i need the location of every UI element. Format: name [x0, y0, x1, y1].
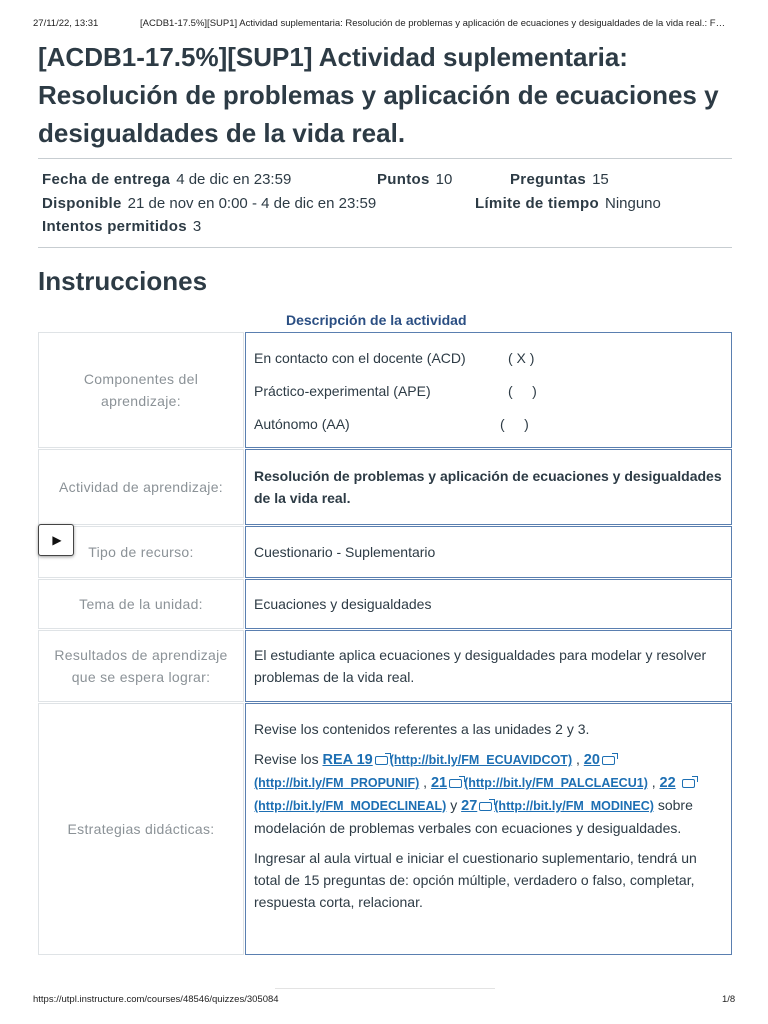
external-link-icon — [682, 779, 695, 788]
component-aa: Autónomo (AA) ( ) — [254, 416, 529, 432]
rea-27-link[interactable]: 27 — [461, 798, 478, 814]
print-datetime: 27/11/22, 13:31 — [33, 18, 99, 29]
time-limit-label: Límite de tiempo — [475, 195, 599, 212]
due-value: 4 de dic en 23:59 — [176, 171, 292, 188]
component-ape: Práctico-experimental (APE) ( ) — [254, 383, 537, 399]
available-value: 21 de nov en 0:00 - 4 de dic en 23:59 — [127, 195, 377, 212]
due-date — [42, 171, 291, 188]
external-link-icon — [449, 779, 462, 788]
row-label: Componentes del aprendizaje: — [38, 332, 244, 448]
row-value: Revise los contenidos referentes a las unidades 2 y 3. Revise los REA 19 (http://bit.ly/FM_ECUAVIDCOT) , 20 (http://bit.ly/FM_PROPUNIF) , 21 (http://bit.ly/FM_PALCLAECU1) , 22 (http://bit.ly/FM_MODECLINEAL) y 27 (http://bit.ly/FM_MODINEC) sobre modelación de problemas verbales con ecuaciones y desigualdades. Ingresar al aula virtual e iniciar el cuestionario suplementario, tendrá un total de 15 preguntas de: opción múltiple, verdadero o falso, completar, respuesta corta, relacionar. — [245, 703, 732, 955]
rea-21-url-link[interactable]: (http://bit.ly/FM_PALCLAECU1) — [464, 776, 648, 790]
divider-bottom — [38, 247, 732, 248]
footer-page-number: 1/8 — [722, 994, 736, 1005]
footer-divider — [275, 988, 495, 989]
row-label: Resultados de aprendizaje que se espera lograr: — [38, 630, 244, 702]
rea-22-link[interactable]: 22 — [659, 775, 676, 791]
rea-22-url-link[interactable]: (http://bit.ly/FM_MODECLINEAL) — [254, 799, 447, 813]
rea-27-url-link[interactable]: (http://bit.ly/FM_MODINEC) — [494, 799, 654, 813]
row-value: El estudiante aplica ecuaciones y desigualdades para modelar y resolver problemas de la vida real. — [245, 630, 732, 702]
time-limit-value: Ninguno — [604, 195, 661, 212]
rea-links-paragraph: Revise los REA 19 (http://bit.ly/FM_ECUAVIDCOT) , 20 (http://bit.ly/FM_PROPUNIF) , 21 (http://bit.ly/FM_PALCLAECU1) , 22 (http://bit.ly/FM_MODECLINEAL) y 27 (http://bit.ly/FM_MODINEC) sobre modelación de problemas verbales con ecuaciones y desigualdades. — [254, 751, 693, 836]
due-label: Fecha de entrega — [42, 171, 171, 188]
questions-label: Preguntas — [510, 171, 587, 188]
play-icon[interactable]: ▶ — [38, 524, 74, 556]
external-link-icon — [479, 802, 492, 811]
attempts — [42, 218, 201, 235]
table-heading: Descripción de la actividad — [286, 312, 467, 328]
external-link-icon — [602, 756, 615, 765]
row-label: Estrategias didácticas: — [38, 703, 244, 955]
attempts-value: 3 — [192, 218, 202, 235]
table-row-resource — [38, 526, 732, 578]
footer-url: https://utpl.instructure.com/courses/48546/quizzes/305084 — [33, 994, 279, 1005]
row-value — [245, 332, 732, 448]
page-title: [ACDB1-17.5%][SUP1] Actividad suplementaria: Resolución de problemas y aplicación de ecuaciones y desigualdades de la vida real. — [38, 42, 719, 148]
row-label: Tema de la unidad: — [38, 579, 244, 629]
rea-20-link[interactable]: 20 — [583, 752, 600, 768]
available-label: Disponible — [42, 195, 122, 212]
points-value: 10 — [435, 171, 453, 188]
rea-20-url-link[interactable]: (http://bit.ly/FM_PROPUNIF) — [254, 776, 420, 790]
divider-top — [38, 158, 732, 159]
points-label: Puntos — [377, 171, 430, 188]
row-value: Cuestionario - Suplementario — [245, 526, 732, 578]
component-acd: En contacto con el docente (ACD) ( X ) — [254, 350, 535, 366]
rea-19-url-link[interactable]: (http://bit.ly/FM_ECUAVIDCOT) — [389, 753, 573, 767]
instructions-heading: Instrucciones — [38, 266, 208, 296]
table-row-topic — [38, 579, 732, 629]
questions — [510, 171, 609, 188]
questions-value: 15 — [592, 171, 609, 188]
table-row-outcomes — [38, 630, 732, 702]
external-link-icon — [375, 756, 388, 765]
row-value: Resolución de problemas y aplicación de ecuaciones y desigualdades de la vida real. — [245, 449, 732, 525]
table-row-strategies — [38, 703, 732, 955]
table-row-components — [38, 332, 732, 448]
attempts-label: Intentos permitidos — [42, 218, 187, 235]
row-label: Tipo de recurso: — [38, 526, 244, 578]
print-page-title: [ACDB1-17.5%][SUP1] Actividad suplementaria: Resolución de problemas y aplicación de ecuaciones y desigualdades de la vida real.: F… — [140, 18, 726, 29]
available — [42, 195, 376, 212]
table-row-activity — [38, 449, 732, 525]
time-limit — [475, 195, 661, 212]
rea-19-link[interactable]: REA 19 — [322, 752, 373, 768]
rea-21-link[interactable]: 21 — [430, 775, 448, 791]
row-label: Actividad de aprendizaje: — [38, 449, 244, 525]
row-value: Ecuaciones y desigualdades — [245, 579, 732, 629]
points — [377, 171, 452, 188]
